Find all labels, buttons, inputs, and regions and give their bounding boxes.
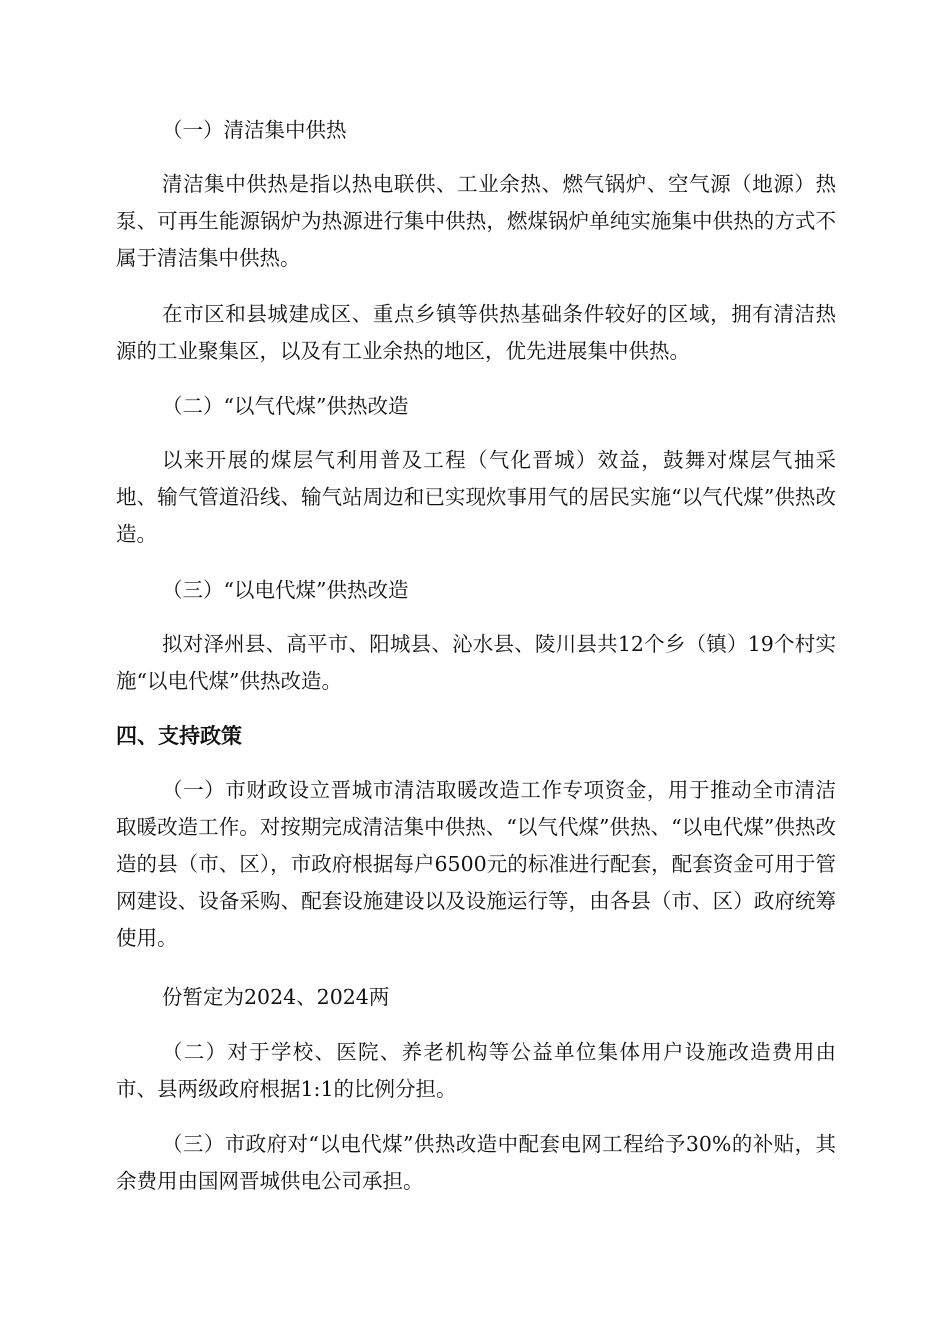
section-2-title: （二）“以气代煤”供热改造 — [162, 394, 409, 418]
policy-paragraph-3: （二）对于学校、医院、养老机构等公益单位集体用户设施改造费用由市、县两级政府根据1:1的比例分担。 — [116, 1040, 836, 1101]
policy-paragraph-1: （一）市财政设立晋城市清洁取暖改造工作专项资金，用于推动全市清洁取暖改造工作。对按期完成清洁集中供热、“以气代煤”供热、“以电代煤”供热改造的县（市、区），市政府根据每户6500元的标准进行配套，配套资金可用于管网建设、设备采购、配套设施建设以及设施运行等，由各县（市、区）政府统筹使用。 — [116, 778, 836, 950]
part-4-heading: 四、支持政策 — [116, 724, 242, 748]
policy-paragraph-4: （三）市政府对“以电代煤”供热改造中配套电网工程给予30%的补贴，其余费用由国网晋城供电公司承担。 — [116, 1132, 836, 1193]
section-3-title: （三）“以电代煤”供热改造 — [162, 578, 409, 602]
policy-paragraph-2: 份暂定为2024、2024两 — [162, 985, 390, 1009]
section-1-paragraph-2: 在市区和县城建成区、重点乡镇等供热基础条件较好的区域，拥有清洁热源的工业聚集区，以及有工业余热的地区，优先进展集中供热。 — [116, 302, 836, 363]
section-1-paragraph-1: 清洁集中供热是指以热电联供、工业余热、燃气锅炉、空气源（地源）热泵、可再生能源锅炉为热源进行集中供热，燃煤锅炉单纯实施集中供热的方式不属于清洁集中供热。 — [116, 172, 836, 270]
section-3-paragraph-1: 拟对泽州县、高平市、阳城县、沁水县、陵川县共12个乡（镇）19个村实施“以电代煤”供热改造。 — [116, 632, 836, 693]
section-1-title: （一）清洁集中供热 — [162, 118, 347, 142]
section-2-paragraph-1: 以来开展的煤层气利用普及工程（气化晋城）效益，鼓舞对煤层气抽采地、输气管道沿线、输气站周边和已实现炊事用气的居民实施“以气代煤”供热改造。 — [116, 448, 836, 546]
